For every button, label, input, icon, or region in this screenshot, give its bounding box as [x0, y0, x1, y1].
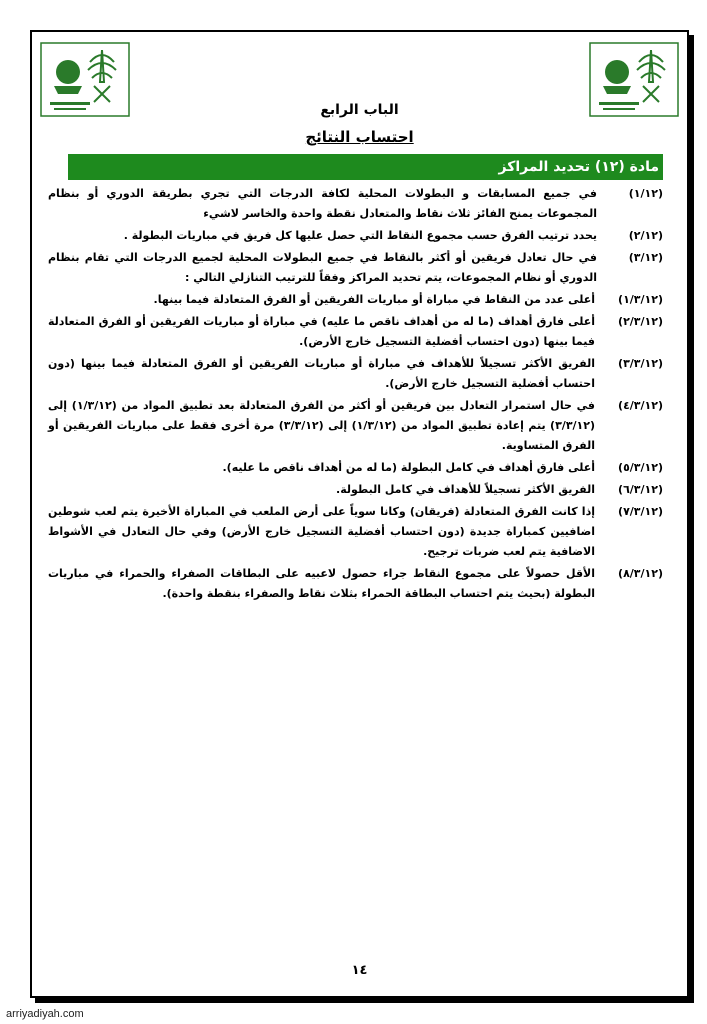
- list-item: [48, 396, 663, 456]
- item-text: في حال تعادل فريقين أو أكثر بالنقاط في جميع البطولات المحلية لجميع الدرجات التي تقام بنظام الدوري أو نظام المجموعات، يتم تحديد المراكز وفقاً للترتيب التنازلي التالي :: [48, 251, 597, 284]
- list-item: [48, 458, 663, 478]
- page-frame: [30, 30, 689, 998]
- section-heading: مادة (١٢) تحديد المراكز: [68, 154, 663, 180]
- item-number: (٢/١٢): [628, 229, 663, 242]
- item-text: في جميع المسابقات و البطولات المحلية لكافة الدرجات التي تجري بطريقة الدوري أو بنظام المجموعات يمنح الفائز ثلاث نقاط والمتعادل نقطة واحدة والخاسر لاشيء: [48, 187, 597, 220]
- item-number: (٥/٣/١٢): [618, 461, 663, 474]
- item-text: الفريق الأكثر تسجيلاً للأهداف في مباراة أو مباريات الفريقين أو الفرق المتعادلة فيما بينها (دون احتساب أفضلية التسجيل خارج الأرض).: [48, 357, 595, 390]
- item-text: أعلى فارق أهداف في كامل البطولة (ما له من أهداف ناقص ما عليه).: [222, 461, 595, 474]
- item-number: (٣/١٢): [628, 251, 663, 264]
- item-text: يحدد ترتيب الفرق حسب مجموع النقاط التي حصل عليها كل فريق في مباريات البطولة .: [123, 229, 597, 242]
- article-content: [48, 184, 663, 606]
- list-item: [48, 480, 663, 500]
- source-watermark: arriyadiyah.com: [6, 1008, 84, 1020]
- list-item: [48, 502, 663, 562]
- item-number: (٨/٣/١٢): [618, 567, 663, 580]
- list-item: [48, 248, 663, 288]
- list-item: [48, 184, 663, 224]
- item-text: الفريق الأكثر تسجيلاً للأهداف في كامل البطولة.: [336, 483, 595, 496]
- list-item: [48, 354, 663, 394]
- item-number: (٧/٣/١٢): [618, 505, 663, 518]
- item-number: (٢/٣/١٢): [618, 315, 663, 328]
- chapter-title: احتساب النتائج: [305, 128, 414, 146]
- item-number: (٦/٣/١٢): [618, 483, 663, 496]
- item-number: (٤/٣/١٢): [618, 399, 663, 412]
- item-number: (١/١٢): [628, 187, 663, 200]
- item-number: (١/٣/١٢): [618, 293, 663, 306]
- list-item: [48, 312, 663, 352]
- item-text: الأقل حصولاً على مجموع النقاط جراء حصول لاعبيه على البطاقات الصفراء والحمراء في مباريات البطولة (بحيث يتم احتساب البطاقة الحمراء بثلاث نقاط والصفراء بنقطة واحدة).: [48, 567, 595, 600]
- list-item: [48, 290, 663, 310]
- part-title: الباب الرابع: [320, 102, 399, 118]
- page-number: ١٤: [351, 963, 368, 978]
- item-text: إذا كانت الفرق المتعادلة (فريقان) وكانا سوياً على أرض الملعب في المباراة الأخيرة يتم لعب شوطين اضافيين كمباراة جديدة (دون احتساب أفضلية التسجيل خارج الأرض) وفي حال التعادل في الأشواط الاضافية يتم لعب ضربات ترجيح.: [48, 505, 595, 558]
- item-text: أعلى عدد من النقاط في مباراة أو مباريات الفريقين أو الفرق المتعادلة فيما بينها.: [153, 293, 595, 306]
- item-text: أعلى فارق أهداف (ما له من أهداف ناقص ما عليه) في مباراة أو مباريات الفريقين أو الفرق المتعادلة فيما بينها (دون احتساب أفضلية التسجيل خارج الأرض).: [48, 315, 595, 348]
- list-item: [48, 564, 663, 604]
- item-text: في حال استمرار التعادل بين فريقين أو أكثر من الفرق المتعادلة بعد تطبيق المواد من (١/٣/١٢) إلى (٣/٣/١٢) يتم إعادة تطبيق المواد من (١/٣/١٢) إلى (٣/٣/١٢) مرة أخرى فقط على مباريات الفريقين أو الفرق المتساوية.: [48, 399, 596, 452]
- list-item: [48, 226, 663, 246]
- item-number: (٣/٣/١٢): [618, 357, 663, 370]
